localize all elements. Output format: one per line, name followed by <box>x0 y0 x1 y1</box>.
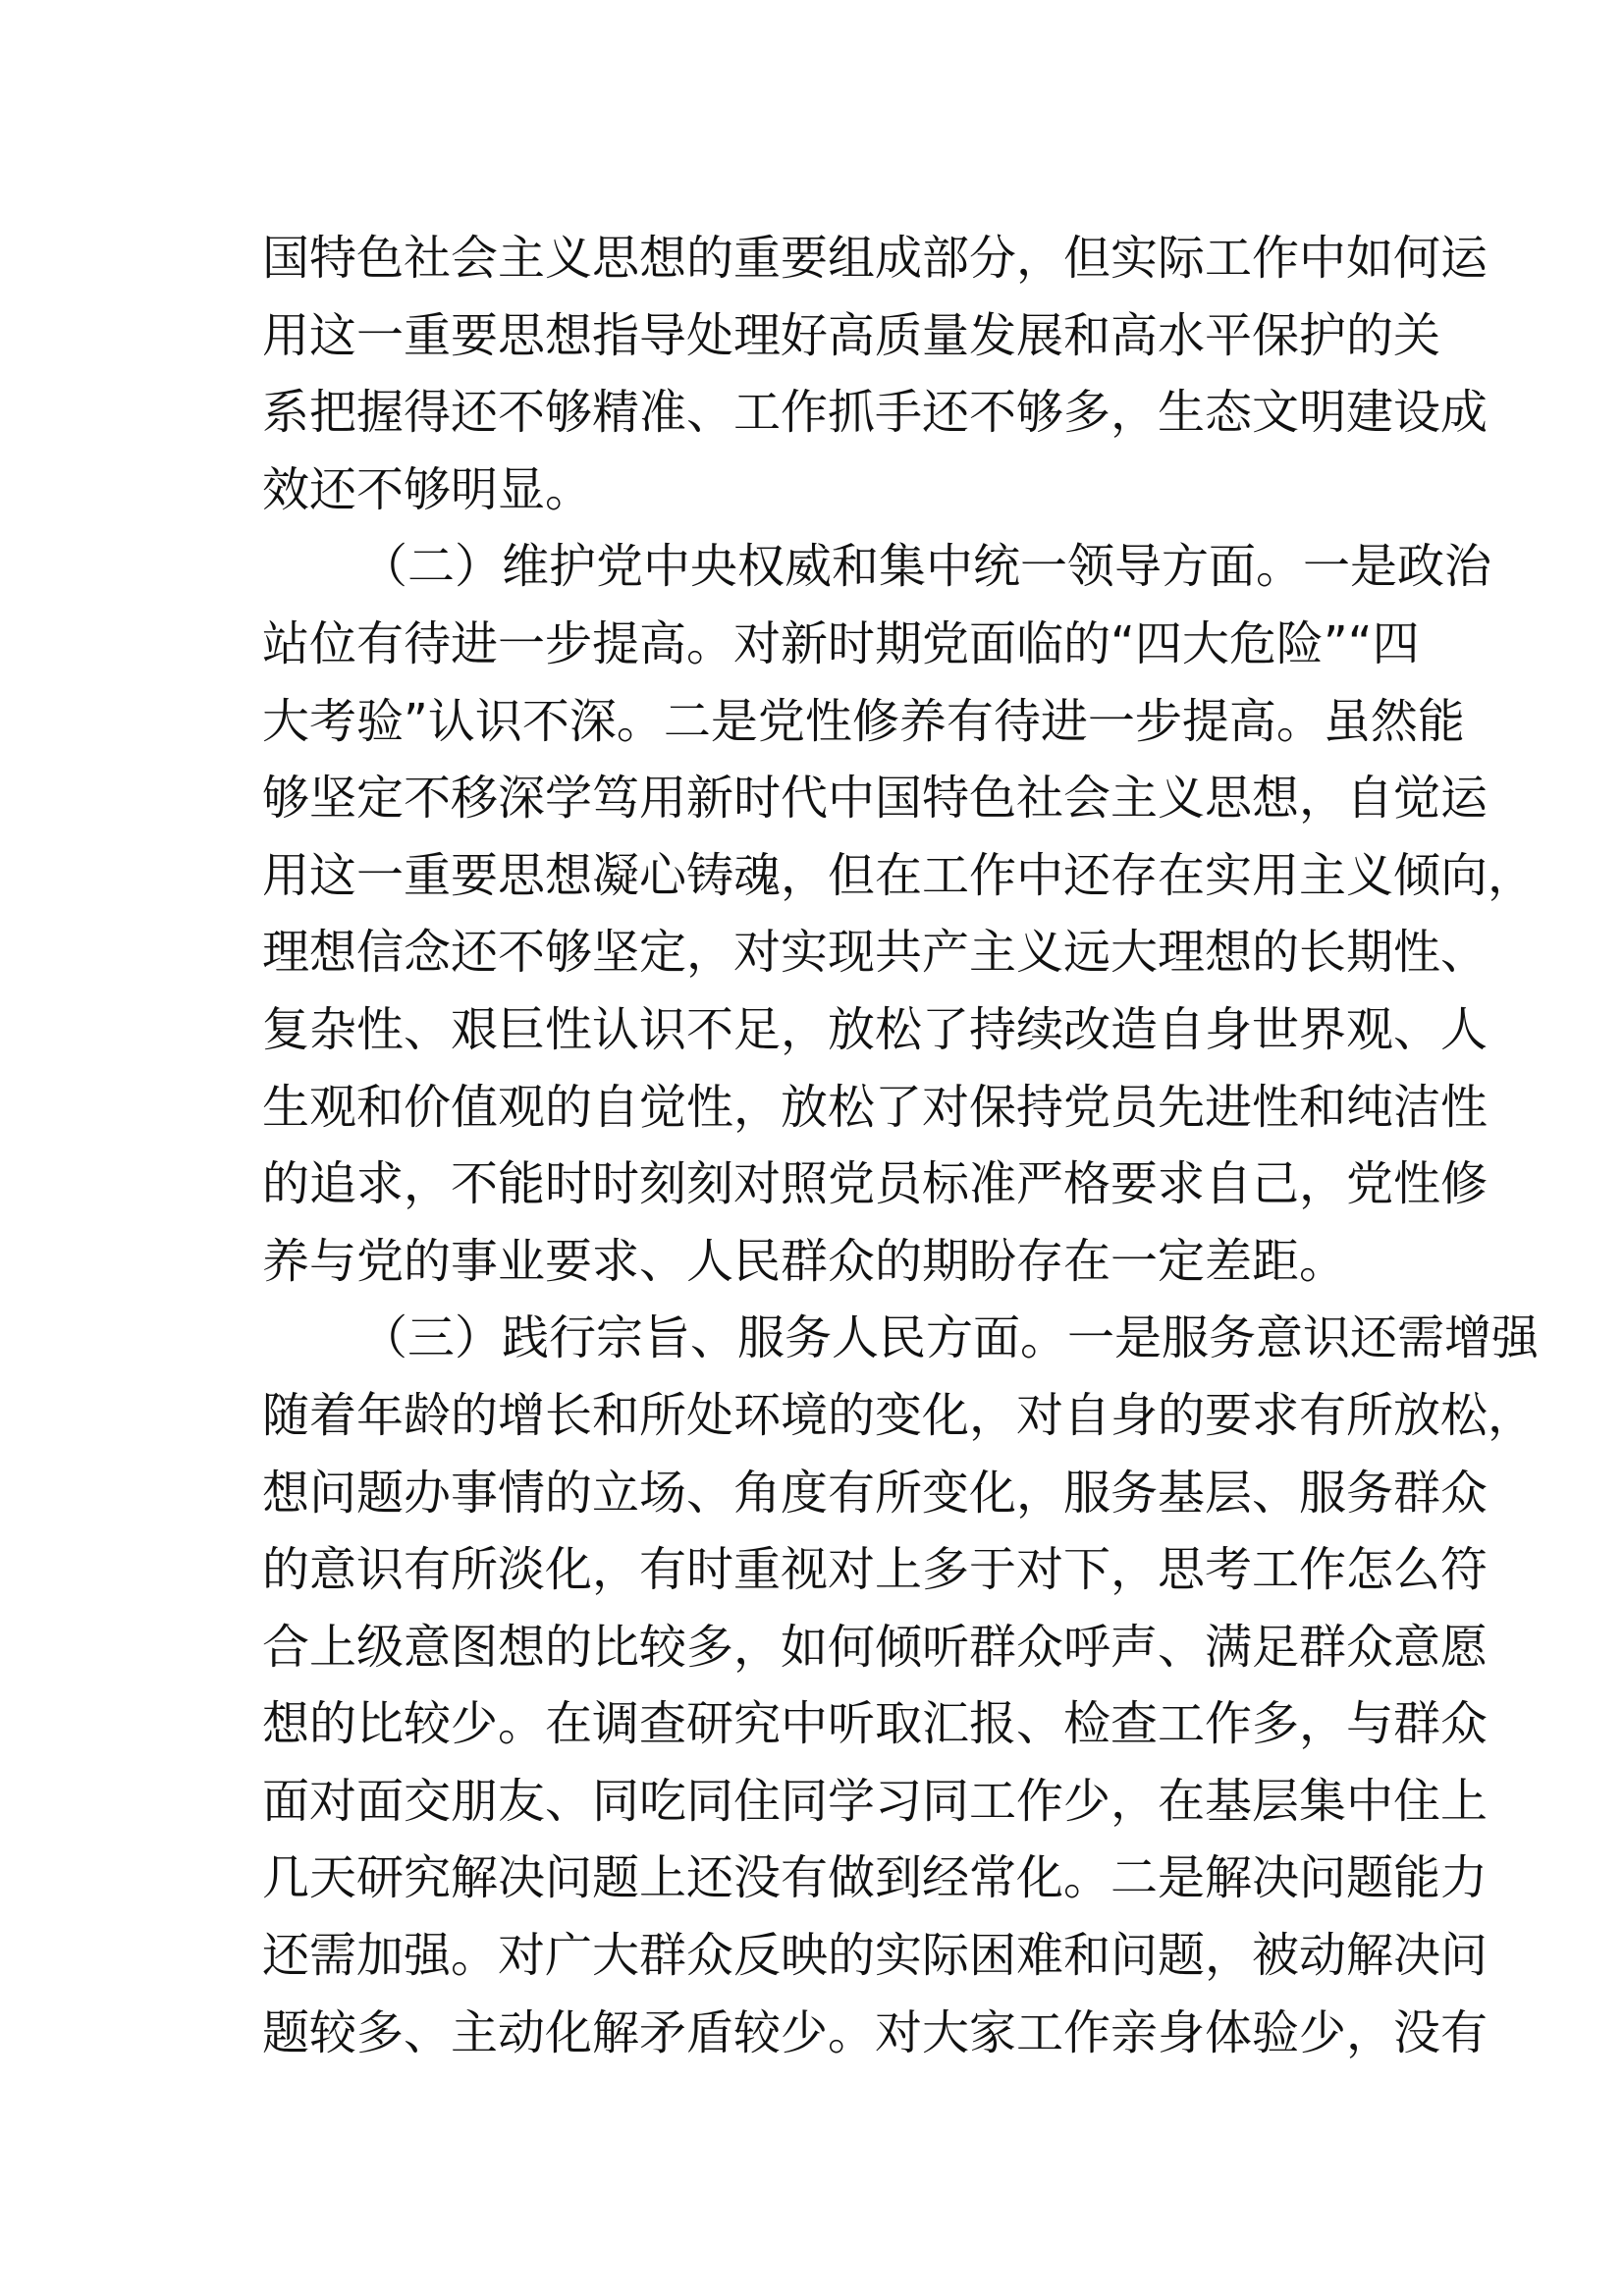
text-line: 复杂性、艰巨性认识不足，放松了持续改造自身世界观、人 <box>262 1001 1489 1057</box>
text-line: 还需加强。对广大群众反映的实际困难和问题，被动解决问 <box>262 1928 1489 1984</box>
text-line: 面对面交朋友、同吃同住同学习同工作少，在基层集中住上 <box>262 1773 1489 1829</box>
section-heading-line: （二）维护党中央权威和集中统一领导方面。一是政治 <box>360 539 1492 595</box>
text-line: 用这一重要思想指导处理好高质量发展和高水平保护的关 <box>262 307 1441 363</box>
text-line: 随着年龄的增长和所处环境的变化，对自身的要求有所放松， <box>262 1387 1536 1443</box>
text-line: 几天研究解决问题上还没有做到经常化。二是解决问题能力 <box>262 1850 1489 1906</box>
text-line: 的意识有所淡化，有时重视对上多于对下，思考工作怎么符 <box>262 1542 1489 1598</box>
text-line: 国特色社会主义思想的重要组成部分，但实际工作中如何运 <box>262 231 1489 286</box>
text-line: 想问题办事情的立场、角度有所变化，服务基层、服务群众 <box>262 1465 1489 1521</box>
text-line: 题较多、主动化解矛盾较少。对大家工作亲身体验少，没有 <box>262 2004 1489 2060</box>
text-line: 大考验”认识不深。二是党性修养有待进一步提高。虽然能 <box>262 693 1465 749</box>
text-line: 用这一重要思想凝心铸魂，但在工作中还存在实用主义倾向， <box>262 847 1536 903</box>
text-line: 想的比较少。在调查研究中听取汇报、检查工作多，与群众 <box>262 1696 1489 1752</box>
text-line: 效还不够明显。 <box>262 461 593 517</box>
section-heading-line: （三）践行宗旨、服务人民方面。一是服务意识还需增强 <box>360 1310 1540 1366</box>
text-line: 的追求，不能时时刻刻对照党员标准严格要求自己，党性修 <box>262 1156 1489 1212</box>
text-line: 养与党的事业要求、人民群众的期盼存在一定差距。 <box>262 1233 1347 1289</box>
text-line: 系把握得还不够精准、工作抓手还不够多，生态文明建设成 <box>262 385 1489 441</box>
text-line: 理想信念还不够坚定，对实现共产主义远大理想的长期性、 <box>262 925 1489 981</box>
text-line: 站位有待进一步提高。对新时期党面临的“四大危险”“四 <box>262 615 1420 671</box>
text-line: 生观和价值观的自觉性，放松了对保持党员先进性和纯洁性 <box>262 1079 1489 1135</box>
text-line: 合上级意图想的比较多，如何倾听群众呼声、满足群众意愿 <box>262 1619 1489 1675</box>
body-text <box>262 220 1540 2071</box>
text-line: 够坚定不移深学笃用新时代中国特色社会主义思想，自觉运 <box>262 771 1489 827</box>
